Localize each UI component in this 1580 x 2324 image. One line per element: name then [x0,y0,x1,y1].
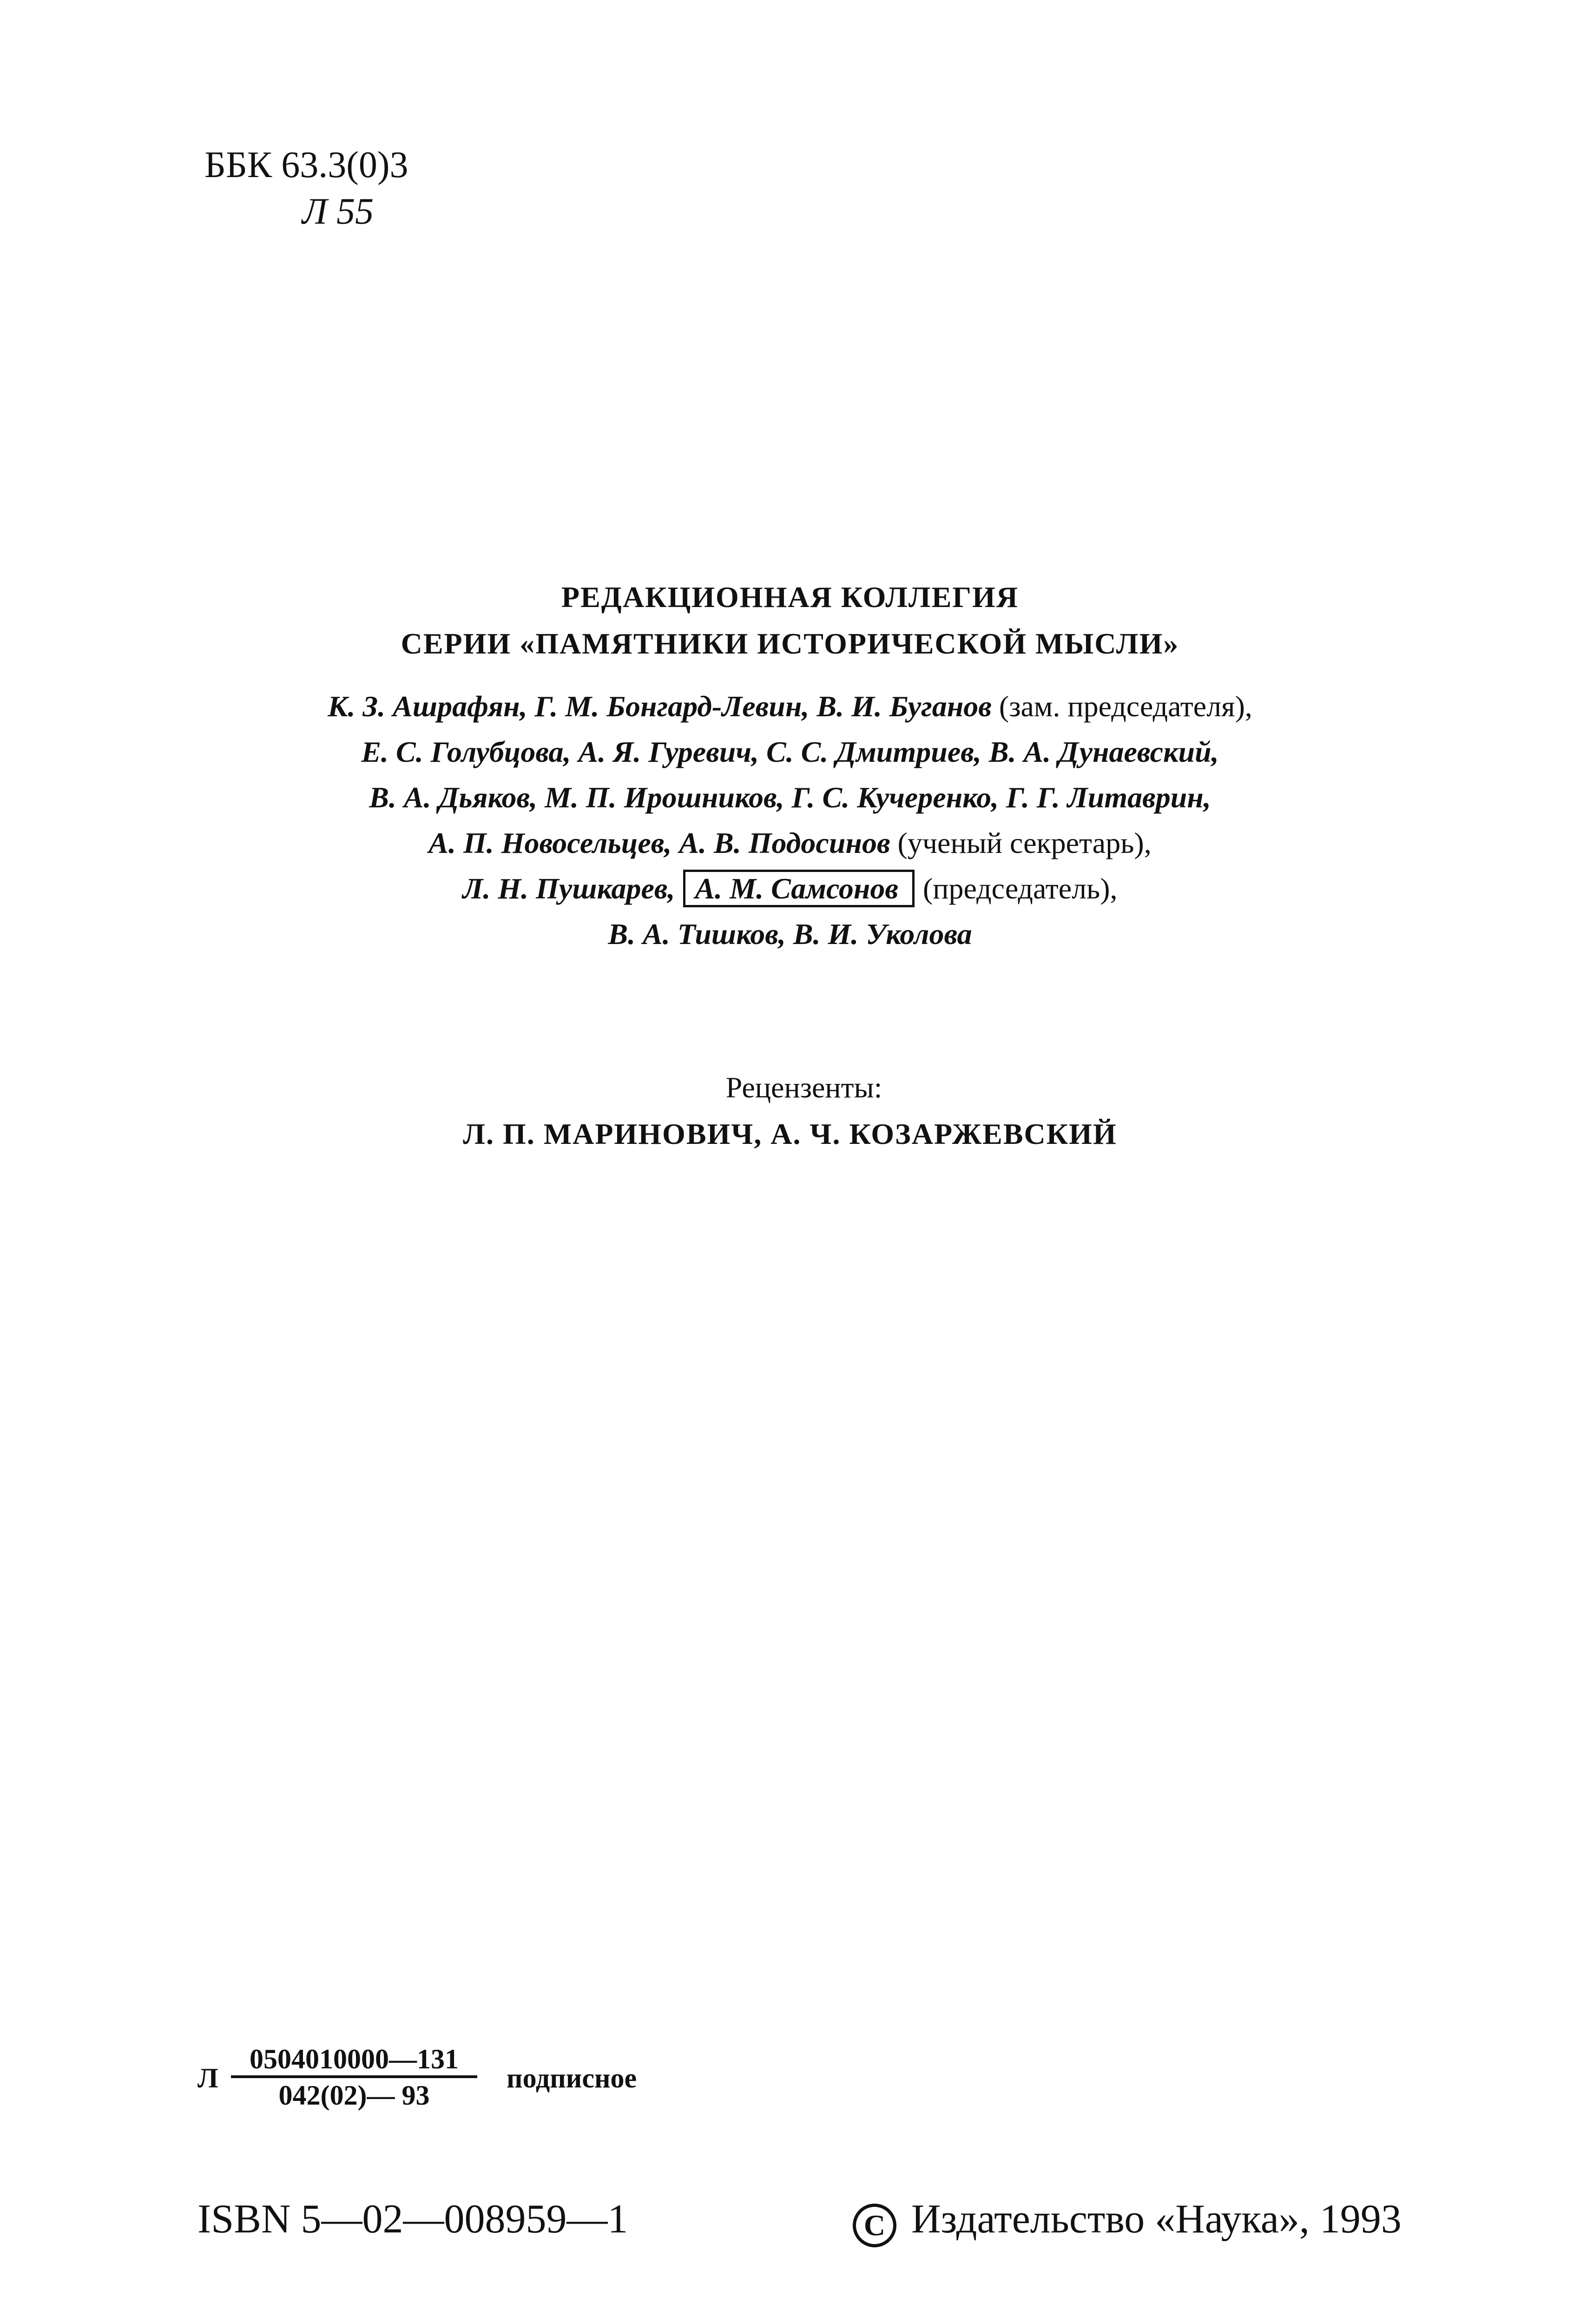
board-members [0,684,1580,957]
index-note: подписное [507,2063,637,2093]
member-role: (зам. председателя), [991,690,1252,723]
index-fraction [231,2043,477,2113]
index-numerator: 0504010000—131 [231,2043,477,2078]
framed-member-name: А. М. Самсонов [683,870,915,907]
isbn: ISBN 5—02—008959—1 [198,2197,628,2242]
copyright-icon: C [853,2204,896,2247]
member-names: К. З. Ашрафян, Г. М. Бонгард-Левин, В. И. Буганов [328,690,992,723]
member-names: А. П. Новосельцев, А. В. Подосинов [428,826,890,859]
bbk-code: ББК 63.3(0)3 [204,145,408,185]
member-role: (председатель), [922,872,1118,905]
bbk-classification [204,142,408,235]
reviewers-names: Л. П. МАРИНОВИЧ, А. Ч. КОЗАРЖЕВСКИЙ [463,1117,1117,1150]
board-members-line [0,911,1580,957]
board-title-line1: РЕДАКЦИОННАЯ КОЛЛЕГИЯ [561,581,1019,614]
member-names: Л. Н. Пушкарев, [462,872,675,905]
board-title-line2: СЕРИИ «ПАМЯТНИКИ ИСТОРИЧЕСКОЙ МЫСЛИ» [401,627,1179,660]
index-denominator: 042(02)— 93 [278,2080,430,2111]
board-members-line [0,866,1580,911]
board-members-line [0,729,1580,775]
member-names: В. А. Дьяков, М. П. Ирошников, Г. С. Кучеренко, Г. Г. Литаврин, [369,781,1211,814]
member-role: (ученый секретарь), [890,826,1152,859]
editorial-board [0,574,1580,957]
member-names: В. А. Тишков, В. И. Уколова [608,918,972,951]
reviewers-block [0,1064,1580,1157]
copyright-text: Издательство «Наука», 1993 [911,2197,1402,2242]
board-members-line [0,775,1580,820]
reviewers-label: Рецензенты: [725,1071,882,1104]
author-mark: Л 55 [302,191,374,232]
index-letter: Л [198,2063,218,2093]
board-members-line [0,684,1580,729]
copyright [853,2194,1402,2247]
board-members-line [0,820,1580,866]
member-names: Е. С. Голубцова, А. Я. Гуревич, С. С. Дмитриев, В. А. Дунаевский, [361,735,1219,768]
